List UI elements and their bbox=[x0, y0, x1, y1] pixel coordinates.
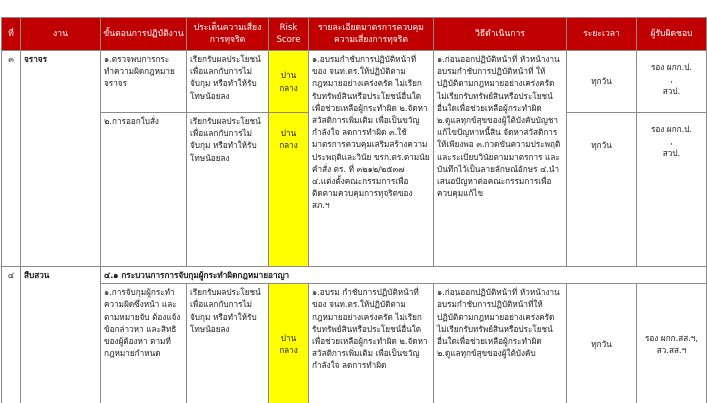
owner-cell bbox=[637, 284, 707, 403]
header-risk-score: Risk Score bbox=[269, 18, 309, 51]
period-value: ทุกวัน bbox=[591, 140, 612, 150]
owner-line: สวป. bbox=[662, 86, 681, 97]
period-text: ทุกวัน bbox=[567, 284, 637, 403]
task-name: สืบสวน bbox=[21, 267, 101, 403]
owner-line: , bbox=[670, 74, 673, 85]
step-text: ๑.ตรวจพบการกระทำความผิดกฎหมายจราจร bbox=[101, 51, 187, 113]
risk-issue-text: เรียกรับผลประโยชน์เพื่อแลกกับการไม่จับกุม หรือทำให้รับโทษน้อยลง bbox=[187, 51, 269, 113]
risk-assessment-table bbox=[1, 17, 707, 403]
row-number: ๓ bbox=[2, 51, 21, 267]
table-header-row bbox=[2, 18, 707, 51]
risk-score-cell: ปานกลาง bbox=[269, 284, 309, 403]
header-task: งาน bbox=[21, 18, 101, 51]
header-period: ระยะเวลา bbox=[567, 18, 637, 51]
step-text: ๒.การออกใบสั่ง bbox=[101, 113, 187, 267]
header-method: วิธีดำเนินการ bbox=[434, 18, 567, 51]
section-subheading: ๔.๑ กระบวนการการจับกุมผู้กระทำผิดกฎหมายอาญา bbox=[101, 267, 707, 284]
owner-line: , bbox=[670, 136, 673, 147]
header-risk-issue: ประเด็นความเสี่ยงการทุจริต bbox=[187, 18, 269, 51]
table-row bbox=[2, 284, 707, 403]
risk-score-value: ปานกลาง bbox=[279, 128, 298, 151]
task-name: จราจร bbox=[21, 51, 101, 267]
owner-line: รอง ผกก.สส.ฯ, bbox=[644, 332, 699, 343]
method-text: ๑.ก่อนออกปฏิบัติหน้าที่ หัวหน้างาน อบรมกำชับการปฏิบัติหน้าที่ ให้ปฏิบัติตามกฎหมายอย่างเคร่งครัด ไม่เรียกรับทรัพย์สินหรือประโยชน์อื่นใดเพื่อช่วยเหลือผู้กระทำผิด ๒.ดูแลทุกข์สุขของผู้ใต้บังคับบัญชา แก้ไขปัญหาหนี้สิน จัดหาสวัสดิการให้เพียงพอ ๓.กวดขันความประพฤติและระเบียบวินัยตามมาตรการ และบันทึกไว้เป็นลายลักษณ์อักษร ๔.นำเสนอปัญหาต่อคณะกรรมการเพื่อควบคุมแก้ไข bbox=[434, 51, 567, 267]
period-text: ทุกวัน bbox=[567, 51, 637, 113]
step-text: ๑.การจับกุมผู้กระทำความผิดซึ่งหน้า และตามหมายจับ ต้องแจ้งข้อกล่าวหา และสิทธิของผู้ต้องหา ตามที่กฎหมายกำหนด bbox=[101, 284, 187, 403]
owner-line: รอง ผกก.ป. bbox=[650, 62, 693, 72]
header-control: รายละเอียดมาตรการควบคุมความเสี่ยงการทุจริต bbox=[309, 18, 434, 51]
header-steps: ขั้นตอนการปฏิบัติงาน bbox=[101, 18, 187, 51]
row-number: ๔ bbox=[2, 267, 21, 403]
table-row bbox=[2, 267, 707, 284]
risk-issue-text: เรียกรับผลประโยชน์เพื่อแลกกับการไม่จับกุม หรือทำให้รับโทษน้อยลง bbox=[187, 113, 269, 267]
owner-line: สว.สส.ฯ bbox=[656, 344, 687, 355]
header-owner: ผู้รับผิดชอบ bbox=[637, 18, 707, 51]
owner-line: รอง ผกก.ป. bbox=[650, 124, 693, 134]
period-text bbox=[567, 113, 637, 267]
owner-cell bbox=[637, 113, 707, 267]
owner-cell bbox=[637, 51, 707, 113]
table-row bbox=[2, 51, 707, 113]
risk-score-cell bbox=[269, 113, 309, 267]
header-no: ที่ bbox=[2, 18, 21, 51]
control-text: ๑.อบรมกำชับการปฏิบัติหน้าที่ของ จนท.ตร.ให้ปฏิบัติตามกฎหมายอย่างเคร่งครัด ไม่เรียกรับทรัพย์สินหรือประโยชน์อื่นใดเพื่อช่วยเหลือผู้กระทำผิด ๒.จัดหาสวัสดิการเพิ่มเติม เพื่อเป็นขวัญกำลังใจ ลดการทำผิด ๓.ใช้มาตรการควบคุมเสริมสร้างความประพฤติและวินัย ขรก.ตร.ตามนัยคำสั่ง ตร. ที่ ๓๒๑๒/๒๕๓๗ ๔.แต่งตั้งคณะกรรมการเพื่อติดตามควบคุมการทุจริตของ สภ.ฯ bbox=[309, 51, 434, 267]
owner-line: สวป. bbox=[662, 148, 681, 159]
risk-issue-text: เรียกรับผลประโยชน์เพื่อแลกกับการไม่จับกุม หรือทำให้รับโทษน้อยลง bbox=[187, 284, 269, 403]
control-text: ๑.อบรม กำชับการปฏิบัติหน้าที่ของ จนท.ตร.ให้ปฏิบัติตามกฎหมายอย่างเคร่งครัด ไม่เรียกรับทรัพย์สินหรือประโยชน์อื่นใดเพื่อช่วยเหลือผู้กระทำผิด ๒.จัดหาสวัสดิการเพิ่มเติม เพื่อเป็นขวัญกำลังใจ ลดการทำผิด bbox=[309, 284, 434, 403]
method-text: ๑.ก่อนออกปฏิบัติหน้าที่ หัวหน้างาน อบรมกำชับการปฏิบัติหน้าที่ให้ปฏิบัติตามกฎหมายอย่างเคร่งครัด ไม่เรียกรับทรัพย์สินหรือประโยชน์อื่นใดเพื่อช่วยเหลือผู้กระทำผิด ๒.ดูแลทุกข์สุขของผู้ใต้บังคับ bbox=[434, 284, 567, 403]
risk-score-cell: ปานกลาง bbox=[269, 51, 309, 113]
